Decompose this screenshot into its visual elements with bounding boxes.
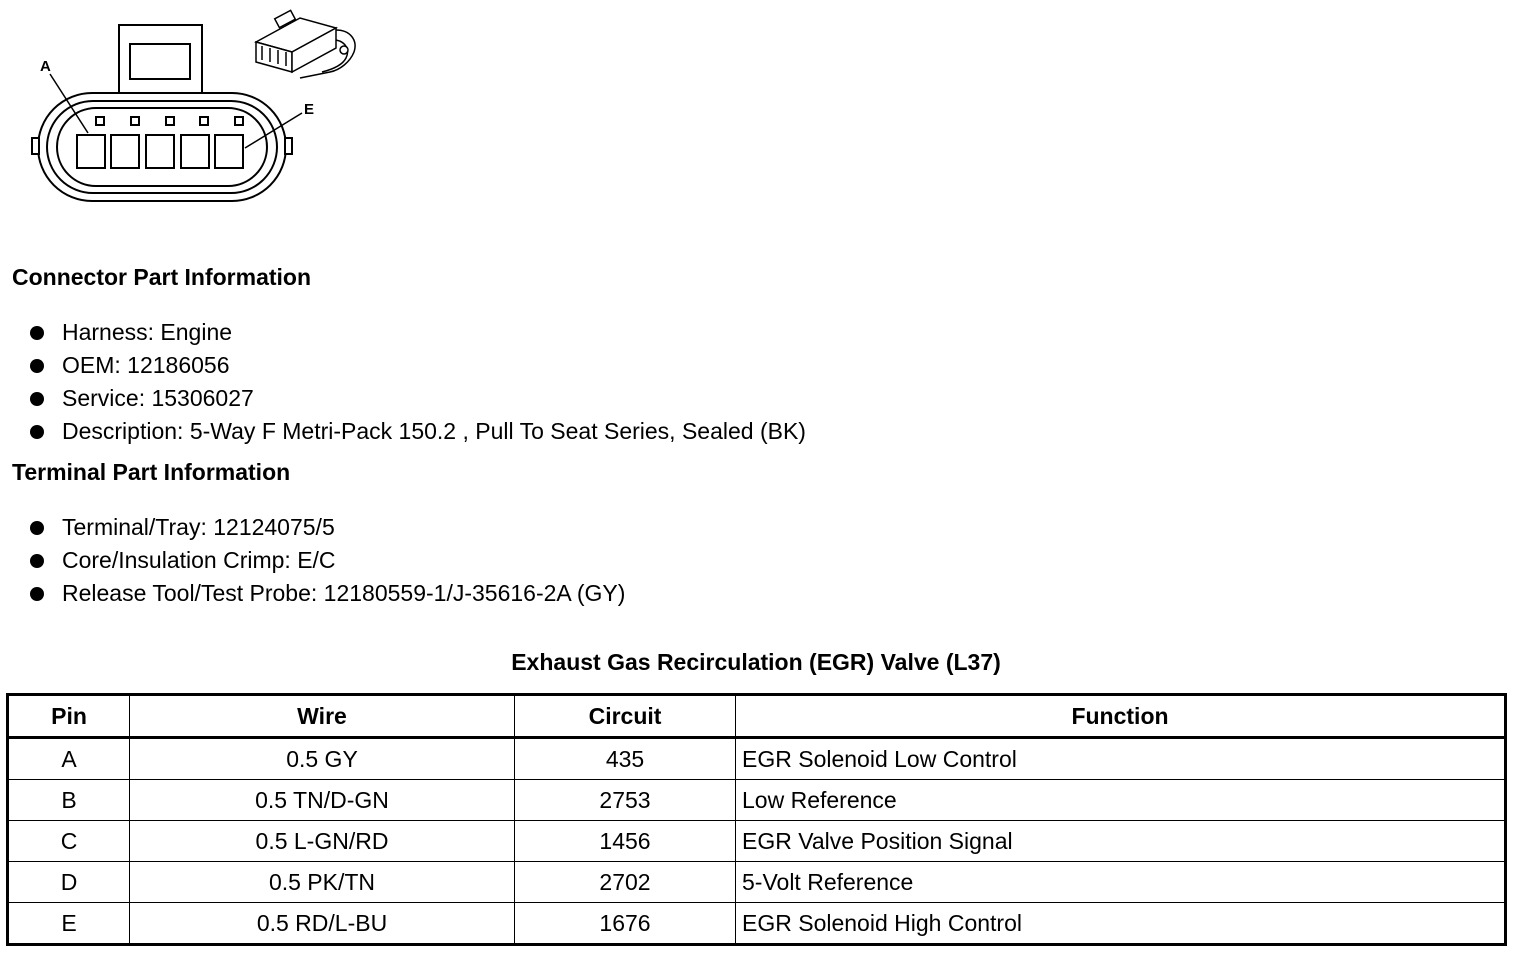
cell-function: Low Reference xyxy=(736,780,1506,821)
cell-pin: C xyxy=(8,821,130,862)
list-item xyxy=(28,511,625,544)
pinout-table xyxy=(6,693,1507,946)
table-row xyxy=(8,821,1506,862)
cell-pin: E xyxy=(8,903,130,945)
cell-pin: A xyxy=(8,738,130,780)
pinout-table-title: Exhaust Gas Recirculation (EGR) Valve (L37) xyxy=(511,649,1001,675)
cell-circuit: 2702 xyxy=(515,862,736,903)
list-item-text: OEM: 12186056 xyxy=(62,352,230,378)
table-row xyxy=(8,738,1506,780)
table-row xyxy=(8,780,1506,821)
bullet-icon xyxy=(30,425,44,439)
header-function: Function xyxy=(736,695,1506,738)
cell-function: EGR Valve Position Signal xyxy=(736,821,1506,862)
pin-label-e: E xyxy=(304,101,315,118)
header-pin: Pin xyxy=(8,695,130,738)
table-header-row xyxy=(8,695,1506,738)
terminal-part-info-list xyxy=(28,511,625,610)
bullet-icon xyxy=(30,554,44,568)
list-item xyxy=(28,349,806,382)
bullet-icon xyxy=(30,521,44,535)
cell-wire: 0.5 PK/TN xyxy=(130,862,515,903)
header-circuit: Circuit xyxy=(515,695,736,738)
connector-housing xyxy=(38,93,286,201)
cell-function: 5-Volt Reference xyxy=(736,862,1506,903)
list-item-text: Harness: Engine xyxy=(62,319,233,345)
list-item-text: Release Tool/Test Probe: 12180559-1/J-35616-2A (GY) xyxy=(62,580,626,606)
list-item xyxy=(28,544,625,577)
cell-circuit: 435 xyxy=(515,738,736,780)
connector-diagram xyxy=(0,0,380,215)
list-item-text: Terminal/Tray: 12124075/5 xyxy=(62,514,335,540)
list-item xyxy=(28,415,806,448)
bullet-icon xyxy=(30,326,44,340)
connector-part-info-heading: Connector Part Information xyxy=(12,264,312,290)
cell-function: EGR Solenoid High Control xyxy=(736,903,1506,945)
cell-wire: 0.5 RD/L-BU xyxy=(130,903,515,945)
table-row xyxy=(8,903,1506,945)
connector-part-info-list xyxy=(28,316,806,448)
cell-wire: 0.5 L-GN/RD xyxy=(130,821,515,862)
cell-pin: B xyxy=(8,780,130,821)
connector-isometric-view xyxy=(256,10,355,78)
list-item xyxy=(28,577,625,610)
cell-wire: 0.5 GY xyxy=(130,738,515,780)
cell-circuit: 2753 xyxy=(515,780,736,821)
pin-label-a: A xyxy=(40,58,51,75)
header-wire: Wire xyxy=(130,695,515,738)
list-item xyxy=(28,316,806,349)
cell-circuit: 1456 xyxy=(515,821,736,862)
cell-pin: D xyxy=(8,862,130,903)
bullet-icon xyxy=(30,392,44,406)
list-item-text: Core/Insulation Crimp: E/C xyxy=(62,547,336,573)
bullet-icon xyxy=(30,359,44,373)
cell-circuit: 1676 xyxy=(515,903,736,945)
cell-wire: 0.5 TN/D-GN xyxy=(130,780,515,821)
list-item-text: Service: 15306027 xyxy=(62,385,254,411)
list-item xyxy=(28,382,806,415)
table-row xyxy=(8,862,1506,903)
list-item-text: Description: 5-Way F Metri-Pack 150.2 , Pull To Seat Series, Sealed (BK) xyxy=(62,418,806,444)
bullet-icon xyxy=(30,587,44,601)
cell-function: EGR Solenoid Low Control xyxy=(736,738,1506,780)
terminal-part-info-heading: Terminal Part Information xyxy=(12,459,291,485)
